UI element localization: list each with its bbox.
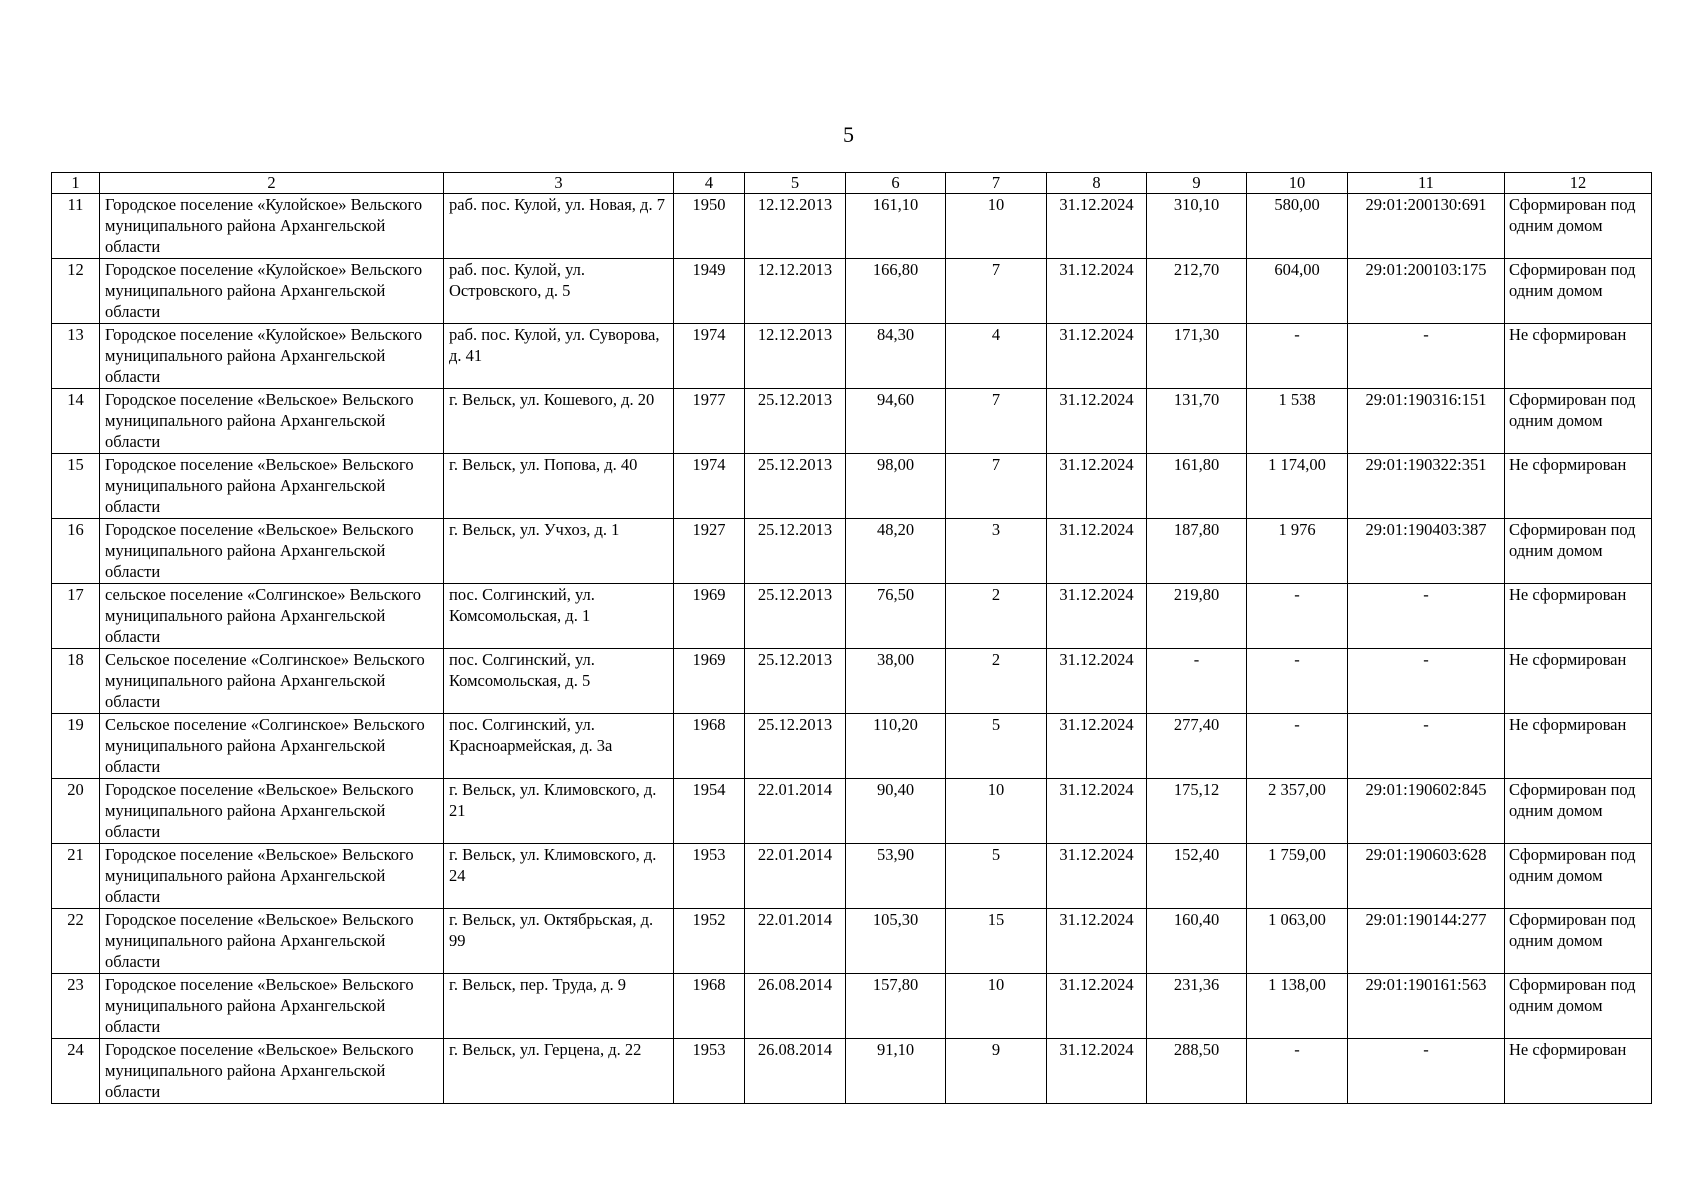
table-row	[52, 454, 1652, 519]
table-row	[52, 584, 1652, 649]
row-number-cell: 13	[52, 324, 100, 389]
land-status-cell: Сформирован под одним домом	[1505, 909, 1652, 974]
date-cell: 25.12.2013	[745, 584, 846, 649]
date-cell: 12.12.2013	[745, 194, 846, 259]
column-header-9: 9	[1147, 173, 1247, 194]
column-header-3: 3	[444, 173, 674, 194]
table-row	[52, 909, 1652, 974]
total-area-cell: 231,36	[1147, 974, 1247, 1039]
date-cell: 22.01.2014	[745, 844, 846, 909]
column-header-4: 4	[674, 173, 745, 194]
total-area-cell: 161,80	[1147, 454, 1247, 519]
address-cell: г. Вельск, пер. Труда, д. 9	[444, 974, 674, 1039]
settlement-cell: Сельское поселение «Солгинское» Вельского муниципального района Архангельской области	[100, 714, 444, 779]
land-area-cell: -	[1247, 584, 1348, 649]
total-area-cell: 152,40	[1147, 844, 1247, 909]
address-cell: раб. пос. Кулой, ул. Новая, д. 7	[444, 194, 674, 259]
area-cell: 84,30	[846, 324, 946, 389]
cadastral-number-cell: 29:01:190322:351	[1348, 454, 1505, 519]
page-number: 5	[843, 122, 854, 147]
table-row	[52, 714, 1652, 779]
row-number-cell: 24	[52, 1039, 100, 1104]
address-cell: г. Вельск, ул. Климовского, д. 21	[444, 779, 674, 844]
year-built-cell: 1968	[674, 974, 745, 1039]
deadline-date-cell: 31.12.2024	[1047, 389, 1147, 454]
deadline-date-cell: 31.12.2024	[1047, 844, 1147, 909]
row-number-cell: 15	[52, 454, 100, 519]
total-area-cell: 187,80	[1147, 519, 1247, 584]
residents-cell: 10	[946, 779, 1047, 844]
address-cell: пос. Солгинский, ул. Комсомольская, д. 1	[444, 584, 674, 649]
residents-cell: 10	[946, 974, 1047, 1039]
column-header-12: 12	[1505, 173, 1652, 194]
column-header-5: 5	[745, 173, 846, 194]
row-number-cell: 18	[52, 649, 100, 714]
land-area-cell: 1 538	[1247, 389, 1348, 454]
area-cell: 38,00	[846, 649, 946, 714]
deadline-date-cell: 31.12.2024	[1047, 519, 1147, 584]
land-status-cell: Сформирован под одним домом	[1505, 779, 1652, 844]
land-area-cell: -	[1247, 649, 1348, 714]
column-header-7: 7	[946, 173, 1047, 194]
address-cell: г. Вельск, ул. Учхоз, д. 1	[444, 519, 674, 584]
land-status-cell: Сформирован под одним домом	[1505, 519, 1652, 584]
residents-cell: 5	[946, 844, 1047, 909]
cadastral-number-cell: -	[1348, 324, 1505, 389]
deadline-date-cell: 31.12.2024	[1047, 649, 1147, 714]
address-cell: раб. пос. Кулой, ул. Суворова, д. 41	[444, 324, 674, 389]
residents-cell: 5	[946, 714, 1047, 779]
date-cell: 25.12.2013	[745, 389, 846, 454]
column-header-6: 6	[846, 173, 946, 194]
deadline-date-cell: 31.12.2024	[1047, 454, 1147, 519]
cadastral-number-cell: 29:01:190403:387	[1348, 519, 1505, 584]
date-cell: 25.12.2013	[745, 714, 846, 779]
residents-cell: 7	[946, 389, 1047, 454]
land-area-cell: 604,00	[1247, 259, 1348, 324]
residents-cell: 10	[946, 194, 1047, 259]
land-status-cell: Не сформирован	[1505, 714, 1652, 779]
date-cell: 25.12.2013	[745, 519, 846, 584]
cadastral-number-cell: 29:01:190602:845	[1348, 779, 1505, 844]
year-built-cell: 1974	[674, 454, 745, 519]
table-row	[52, 779, 1652, 844]
table-row	[52, 194, 1652, 259]
cadastral-number-cell: -	[1348, 584, 1505, 649]
settlement-cell: Городское поселение «Вельское» Вельского муниципального района Архангельской области	[100, 454, 444, 519]
settlement-cell: Городское поселение «Вельское» Вельского муниципального района Архангельской области	[100, 519, 444, 584]
total-area-cell: 171,30	[1147, 324, 1247, 389]
cadastral-number-cell: 29:01:200103:175	[1348, 259, 1505, 324]
deadline-date-cell: 31.12.2024	[1047, 714, 1147, 779]
land-status-cell: Сформирован под одним домом	[1505, 259, 1652, 324]
date-cell: 12.12.2013	[745, 324, 846, 389]
total-area-cell: 212,70	[1147, 259, 1247, 324]
residents-cell: 15	[946, 909, 1047, 974]
year-built-cell: 1954	[674, 779, 745, 844]
settlement-cell: Городское поселение «Кулойское» Вельского муниципального района Архангельской области	[100, 324, 444, 389]
date-cell: 25.12.2013	[745, 649, 846, 714]
area-cell: 98,00	[846, 454, 946, 519]
column-header-2: 2	[100, 173, 444, 194]
deadline-date-cell: 31.12.2024	[1047, 1039, 1147, 1104]
date-cell: 26.08.2014	[745, 1039, 846, 1104]
row-number-cell: 12	[52, 259, 100, 324]
area-cell: 94,60	[846, 389, 946, 454]
table-row	[52, 259, 1652, 324]
residents-cell: 9	[946, 1039, 1047, 1104]
table-row	[52, 649, 1652, 714]
total-area-cell: 219,80	[1147, 584, 1247, 649]
year-built-cell: 1969	[674, 649, 745, 714]
row-number-cell: 20	[52, 779, 100, 844]
address-cell: г. Вельск, ул. Попова, д. 40	[444, 454, 674, 519]
row-number-cell: 16	[52, 519, 100, 584]
total-area-cell: 160,40	[1147, 909, 1247, 974]
area-cell: 91,10	[846, 1039, 946, 1104]
land-status-cell: Не сформирован	[1505, 1039, 1652, 1104]
address-cell: г. Вельск, ул. Климовского, д. 24	[444, 844, 674, 909]
land-area-cell: 1 759,00	[1247, 844, 1348, 909]
table-row	[52, 389, 1652, 454]
date-cell: 22.01.2014	[745, 909, 846, 974]
residents-cell: 3	[946, 519, 1047, 584]
table-row	[52, 974, 1652, 1039]
total-area-cell: 131,70	[1147, 389, 1247, 454]
deadline-date-cell: 31.12.2024	[1047, 584, 1147, 649]
area-cell: 48,20	[846, 519, 946, 584]
area-cell: 166,80	[846, 259, 946, 324]
cadastral-number-cell: 29:01:200130:691	[1348, 194, 1505, 259]
settlement-cell: Городское поселение «Вельское» Вельского муниципального района Архангельской области	[100, 974, 444, 1039]
settlement-cell: Городское поселение «Вельское» Вельского муниципального района Архангельской области	[100, 909, 444, 974]
cadastral-number-cell: -	[1348, 714, 1505, 779]
column-header-1: 1	[52, 173, 100, 194]
table-row	[52, 324, 1652, 389]
cadastral-number-cell: 29:01:190603:628	[1348, 844, 1505, 909]
land-status-cell: Сформирован под одним домом	[1505, 974, 1652, 1039]
area-cell: 105,30	[846, 909, 946, 974]
cadastral-number-cell: 29:01:190161:563	[1348, 974, 1505, 1039]
table-row	[52, 844, 1652, 909]
land-status-cell: Сформирован под одним домом	[1505, 844, 1652, 909]
address-cell: г. Вельск, ул. Герцена, д. 22	[444, 1039, 674, 1104]
row-number-cell: 19	[52, 714, 100, 779]
year-built-cell: 1953	[674, 844, 745, 909]
settlement-cell: Городское поселение «Вельское» Вельского муниципального района Архангельской области	[100, 1039, 444, 1104]
address-cell: пос. Солгинский, ул. Комсомольская, д. 5	[444, 649, 674, 714]
settlement-cell: сельское поселение «Солгинское» Вельского муниципального района Архангельской области	[100, 584, 444, 649]
area-cell: 110,20	[846, 714, 946, 779]
settlement-cell: Сельское поселение «Солгинское» Вельского муниципального района Архангельской области	[100, 649, 444, 714]
land-status-cell: Сформирован под одним домом	[1505, 389, 1652, 454]
total-area-cell: 310,10	[1147, 194, 1247, 259]
settlement-cell: Городское поселение «Вельское» Вельского муниципального района Архангельской области	[100, 844, 444, 909]
land-area-cell: 1 174,00	[1247, 454, 1348, 519]
date-cell: 26.08.2014	[745, 974, 846, 1039]
row-number-cell: 14	[52, 389, 100, 454]
land-status-cell: Не сформирован	[1505, 649, 1652, 714]
table-row	[52, 519, 1652, 584]
row-number-cell: 21	[52, 844, 100, 909]
address-cell: г. Вельск, ул. Кошевого, д. 20	[444, 389, 674, 454]
year-built-cell: 1953	[674, 1039, 745, 1104]
settlement-cell: Городское поселение «Вельское» Вельского муниципального района Архангельской области	[100, 779, 444, 844]
address-cell: пос. Солгинский, ул. Красноармейская, д. 3а	[444, 714, 674, 779]
year-built-cell: 1974	[674, 324, 745, 389]
land-area-cell: 2 357,00	[1247, 779, 1348, 844]
deadline-date-cell: 31.12.2024	[1047, 779, 1147, 844]
residents-cell: 7	[946, 454, 1047, 519]
total-area-cell: -	[1147, 649, 1247, 714]
area-cell: 157,80	[846, 974, 946, 1039]
deadline-date-cell: 31.12.2024	[1047, 194, 1147, 259]
year-built-cell: 1969	[674, 584, 745, 649]
year-built-cell: 1968	[674, 714, 745, 779]
total-area-cell: 277,40	[1147, 714, 1247, 779]
land-area-cell: 1 138,00	[1247, 974, 1348, 1039]
address-cell: г. Вельск, ул. Октябрьская, д. 99	[444, 909, 674, 974]
land-area-cell: -	[1247, 714, 1348, 779]
year-built-cell: 1950	[674, 194, 745, 259]
area-cell: 53,90	[846, 844, 946, 909]
housing-registry-table	[51, 172, 1652, 1104]
cadastral-number-cell: 29:01:190316:151	[1348, 389, 1505, 454]
column-header-11: 11	[1348, 173, 1505, 194]
land-area-cell: -	[1247, 1039, 1348, 1104]
land-status-cell: Не сформирован	[1505, 324, 1652, 389]
column-header-8: 8	[1047, 173, 1147, 194]
land-area-cell: 1 063,00	[1247, 909, 1348, 974]
land-status-cell: Сформирован под одним домом	[1505, 194, 1652, 259]
land-status-cell: Не сформирован	[1505, 584, 1652, 649]
row-number-cell: 11	[52, 194, 100, 259]
date-cell: 12.12.2013	[745, 259, 846, 324]
column-header-10: 10	[1247, 173, 1348, 194]
settlement-cell: Городское поселение «Кулойское» Вельского муниципального района Архангельской области	[100, 259, 444, 324]
area-cell: 161,10	[846, 194, 946, 259]
address-cell: раб. пос. Кулой, ул. Островского, д. 5	[444, 259, 674, 324]
year-built-cell: 1949	[674, 259, 745, 324]
row-number-cell: 23	[52, 974, 100, 1039]
residents-cell: 2	[946, 584, 1047, 649]
date-cell: 22.01.2014	[745, 779, 846, 844]
cadastral-number-cell: -	[1348, 1039, 1505, 1104]
land-status-cell: Не сформирован	[1505, 454, 1652, 519]
residents-cell: 2	[946, 649, 1047, 714]
deadline-date-cell: 31.12.2024	[1047, 909, 1147, 974]
area-cell: 90,40	[846, 779, 946, 844]
deadline-date-cell: 31.12.2024	[1047, 974, 1147, 1039]
year-built-cell: 1952	[674, 909, 745, 974]
land-area-cell: 580,00	[1247, 194, 1348, 259]
settlement-cell: Городское поселение «Кулойское» Вельского муниципального района Архангельской области	[100, 194, 444, 259]
area-cell: 76,50	[846, 584, 946, 649]
land-area-cell: -	[1247, 324, 1348, 389]
date-cell: 25.12.2013	[745, 454, 846, 519]
land-area-cell: 1 976	[1247, 519, 1348, 584]
year-built-cell: 1977	[674, 389, 745, 454]
table-body	[52, 194, 1652, 1104]
table-header-row	[52, 173, 1652, 194]
cadastral-number-cell: 29:01:190144:277	[1348, 909, 1505, 974]
settlement-cell: Городское поселение «Вельское» Вельского муниципального района Архангельской области	[100, 389, 444, 454]
total-area-cell: 175,12	[1147, 779, 1247, 844]
row-number-cell: 17	[52, 584, 100, 649]
residents-cell: 7	[946, 259, 1047, 324]
total-area-cell: 288,50	[1147, 1039, 1247, 1104]
table-row	[52, 1039, 1652, 1104]
deadline-date-cell: 31.12.2024	[1047, 324, 1147, 389]
year-built-cell: 1927	[674, 519, 745, 584]
cadastral-number-cell: -	[1348, 649, 1505, 714]
deadline-date-cell: 31.12.2024	[1047, 259, 1147, 324]
row-number-cell: 22	[52, 909, 100, 974]
residents-cell: 4	[946, 324, 1047, 389]
